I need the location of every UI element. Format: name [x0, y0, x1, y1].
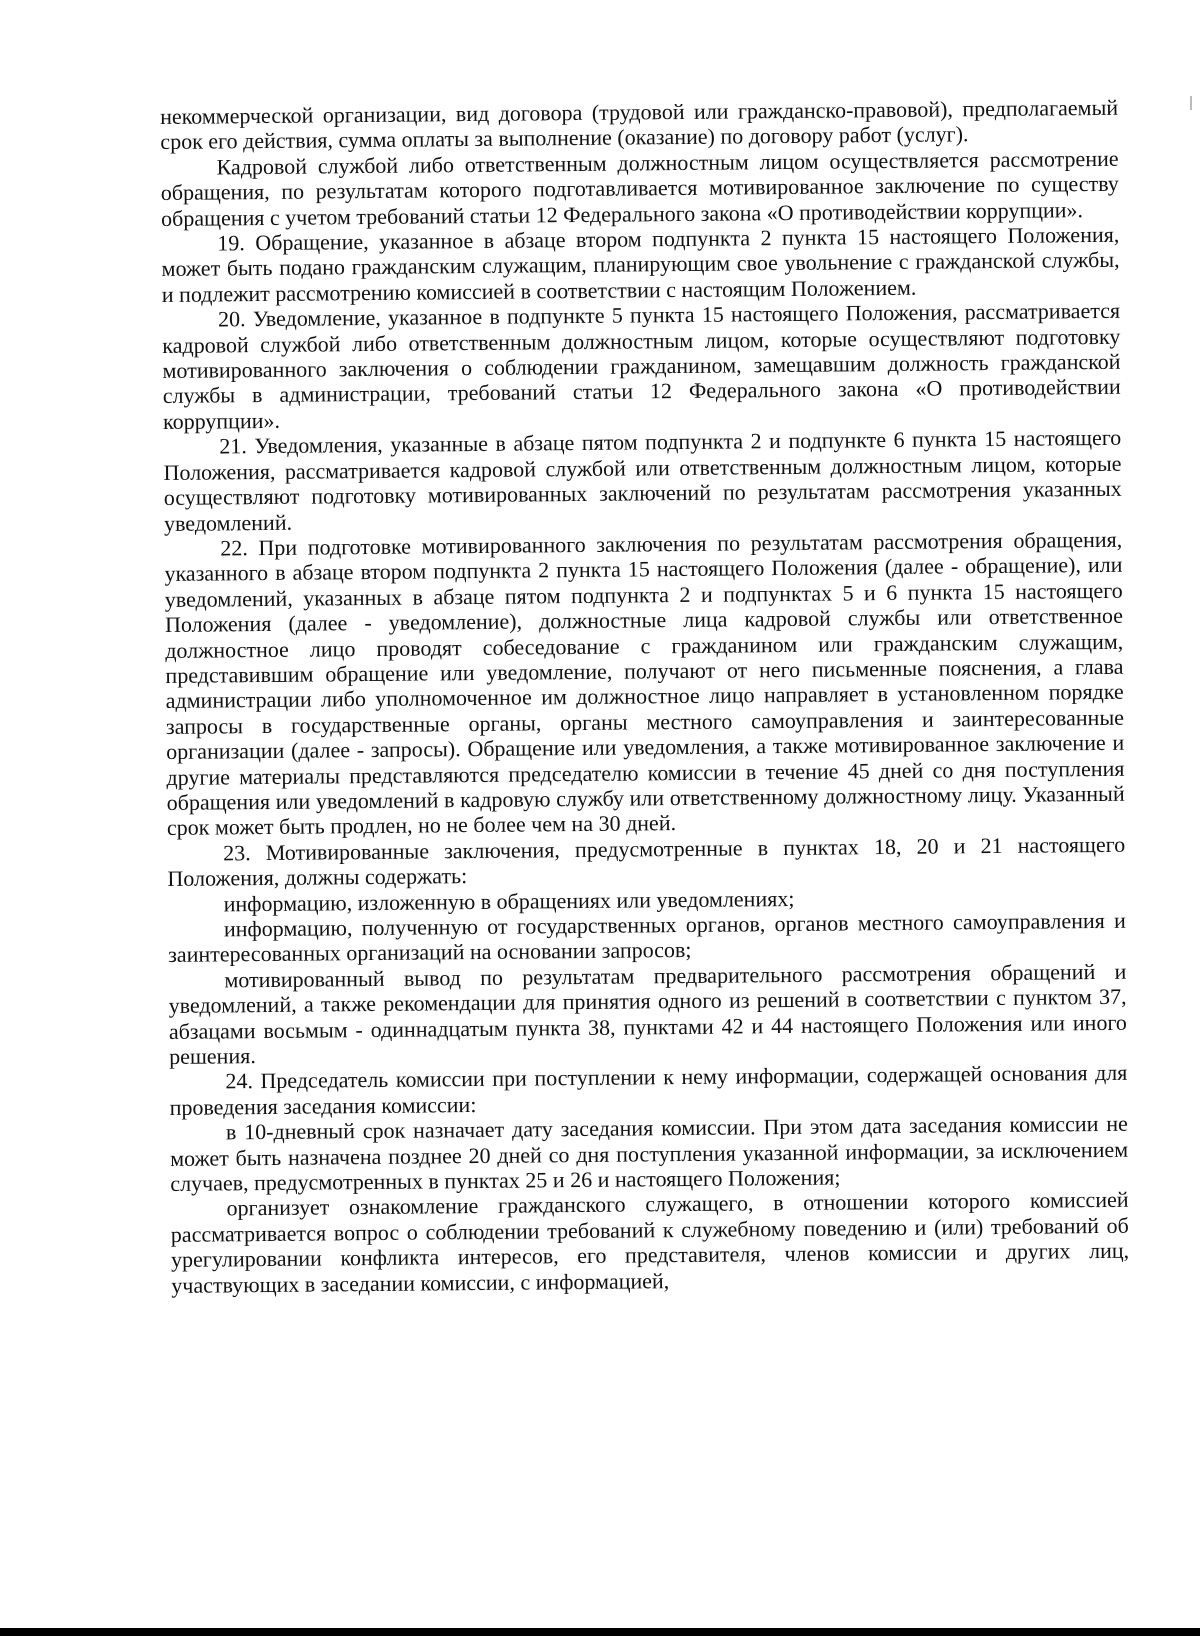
document-body	[160, 95, 1129, 1298]
scan-border-bottom	[0, 1628, 1200, 1636]
paragraph-23-item-2: информацию, полученную от государственных органов, органов местного самоуправления и заинтересованных организаций на основании запросов;	[168, 907, 1127, 968]
paragraph-20: 20. Уведомление, указанное в подпункте 5 пункта 15 настоящего Положения, рассматривается кадровой службой либо ответственным должностным лицом, которые осуществляют подготовку мотивированного заключения о соблюдении гражданином, замещавшим должность гражданской службы в администрации, требований статьи 12 Федерального закона «О противодействии коррупции».	[162, 298, 1121, 434]
paragraph-22: 22. При подготовке мотивированного заключения по результатам рассмотрения обращения, указанного в абзаце втором подпункта 2 пункта 15 настоящего Положения (далее - обращение), или уведомлений, указанных в абзаце пятом подпункта 2 и подпунктах 5 и 6 пункта 15 настоящего Положения (далее - уведомление), должностные лица кадровой службы или ответственное должностное лицо проводят собеседование с гражданином или гражданским служащим, представившим обращение или уведомление, получают от него письменные пояснения, а глава администрации либо уполномоченное им должностное лицо направляет в установленном порядке запросы в государственные органы, органы местного самоуправления и заинтересованные организации (далее - запросы). Обращение или уведомления, а также мотивированное заключение и другие материалы представляются председателю комиссии в течение 45 дней со дня поступления обращения или уведомлений в кадровую службу или ответственному должностному лицу. Указанный срок может быть продлен, но не более чем на 30 дней.	[164, 526, 1125, 841]
paragraph-hr-review: Кадровой службой либо ответственным должностным лицом осуществляется рассмотрение обращения, по результатам которого подготавливается мотивированное заключение по существу обращения с учетом требований статьи 12 Федерального закона «О противодействии коррупции».	[160, 145, 1119, 231]
paragraph-23-item-1: информацию, изложенную в обращениях или уведомлениях;	[223, 885, 795, 917]
paragraph-23: 23. Мотивированные заключения, предусмотренные в пунктах 18, 20 и 21 настоящего Положения, должны содержать:	[167, 831, 1126, 892]
paragraph-21: 21. Уведомления, указанные в абзаце пятом подпункта 2 и подпункте 6 пункта 15 настоящего Положения, рассматривается кадровой службой или ответственным должностным лицом, которые осуществляют подготовку мотивированных заключений по результатам рассмотрения указанных уведомлений.	[163, 425, 1122, 536]
paragraph-19: 19. Обращение, указанное в абзаце втором подпункта 2 пункта 15 настоящего Положения, может быть подано гражданским служащим, планирующим свое увольнение с гражданской службы, и подлежит рассмотрению комиссией в соответствии с настоящим Положением.	[161, 221, 1120, 307]
paragraph-continuation: некоммерческой организации, вид договора (трудовой или гражданско-правовой), предполагаемый срок его действия, сумма оплаты за выполнение (оказание) по договору работ (услуг).	[160, 94, 1119, 155]
scan-artifact-speck	[1190, 96, 1192, 110]
paragraph-24-item-2: организует ознакомление гражданского служащего, в отношении которого комиссией рассматривается вопрос о соблюдении требований к служебному поведению и (или) требований об урегулировании конфликта интересов, его представителя, членов комиссии и других лиц, участвующих в заседании комиссии, с информацией,	[170, 1187, 1130, 1298]
paragraph-24: 24. Председатель комиссии при поступлении к нему информации, содержащей основания для проведения заседания комиссии:	[169, 1060, 1128, 1120]
paragraph-24-item-1: в 10-дневный срок назначает дату заседания комиссии. При этом дата заседания комиссии не может быть назначена позднее 20 дней со дня поступления указанной информации, за исключением случаев, предусмотренных в пунктах 25 и 26 и настоящего Положения;	[169, 1111, 1129, 1197]
paragraph-23-item-3: мотивированный вывод по результатам предварительного рассмотрения обращений и уведомлений, а также рекомендации для принятия одного из решений в соответствии с пунктом 37, абзацами восьмым - одиннадцатым пункта 38, пунктами 42 и 44 настоящего Положения или иного решения.	[168, 958, 1127, 1069]
